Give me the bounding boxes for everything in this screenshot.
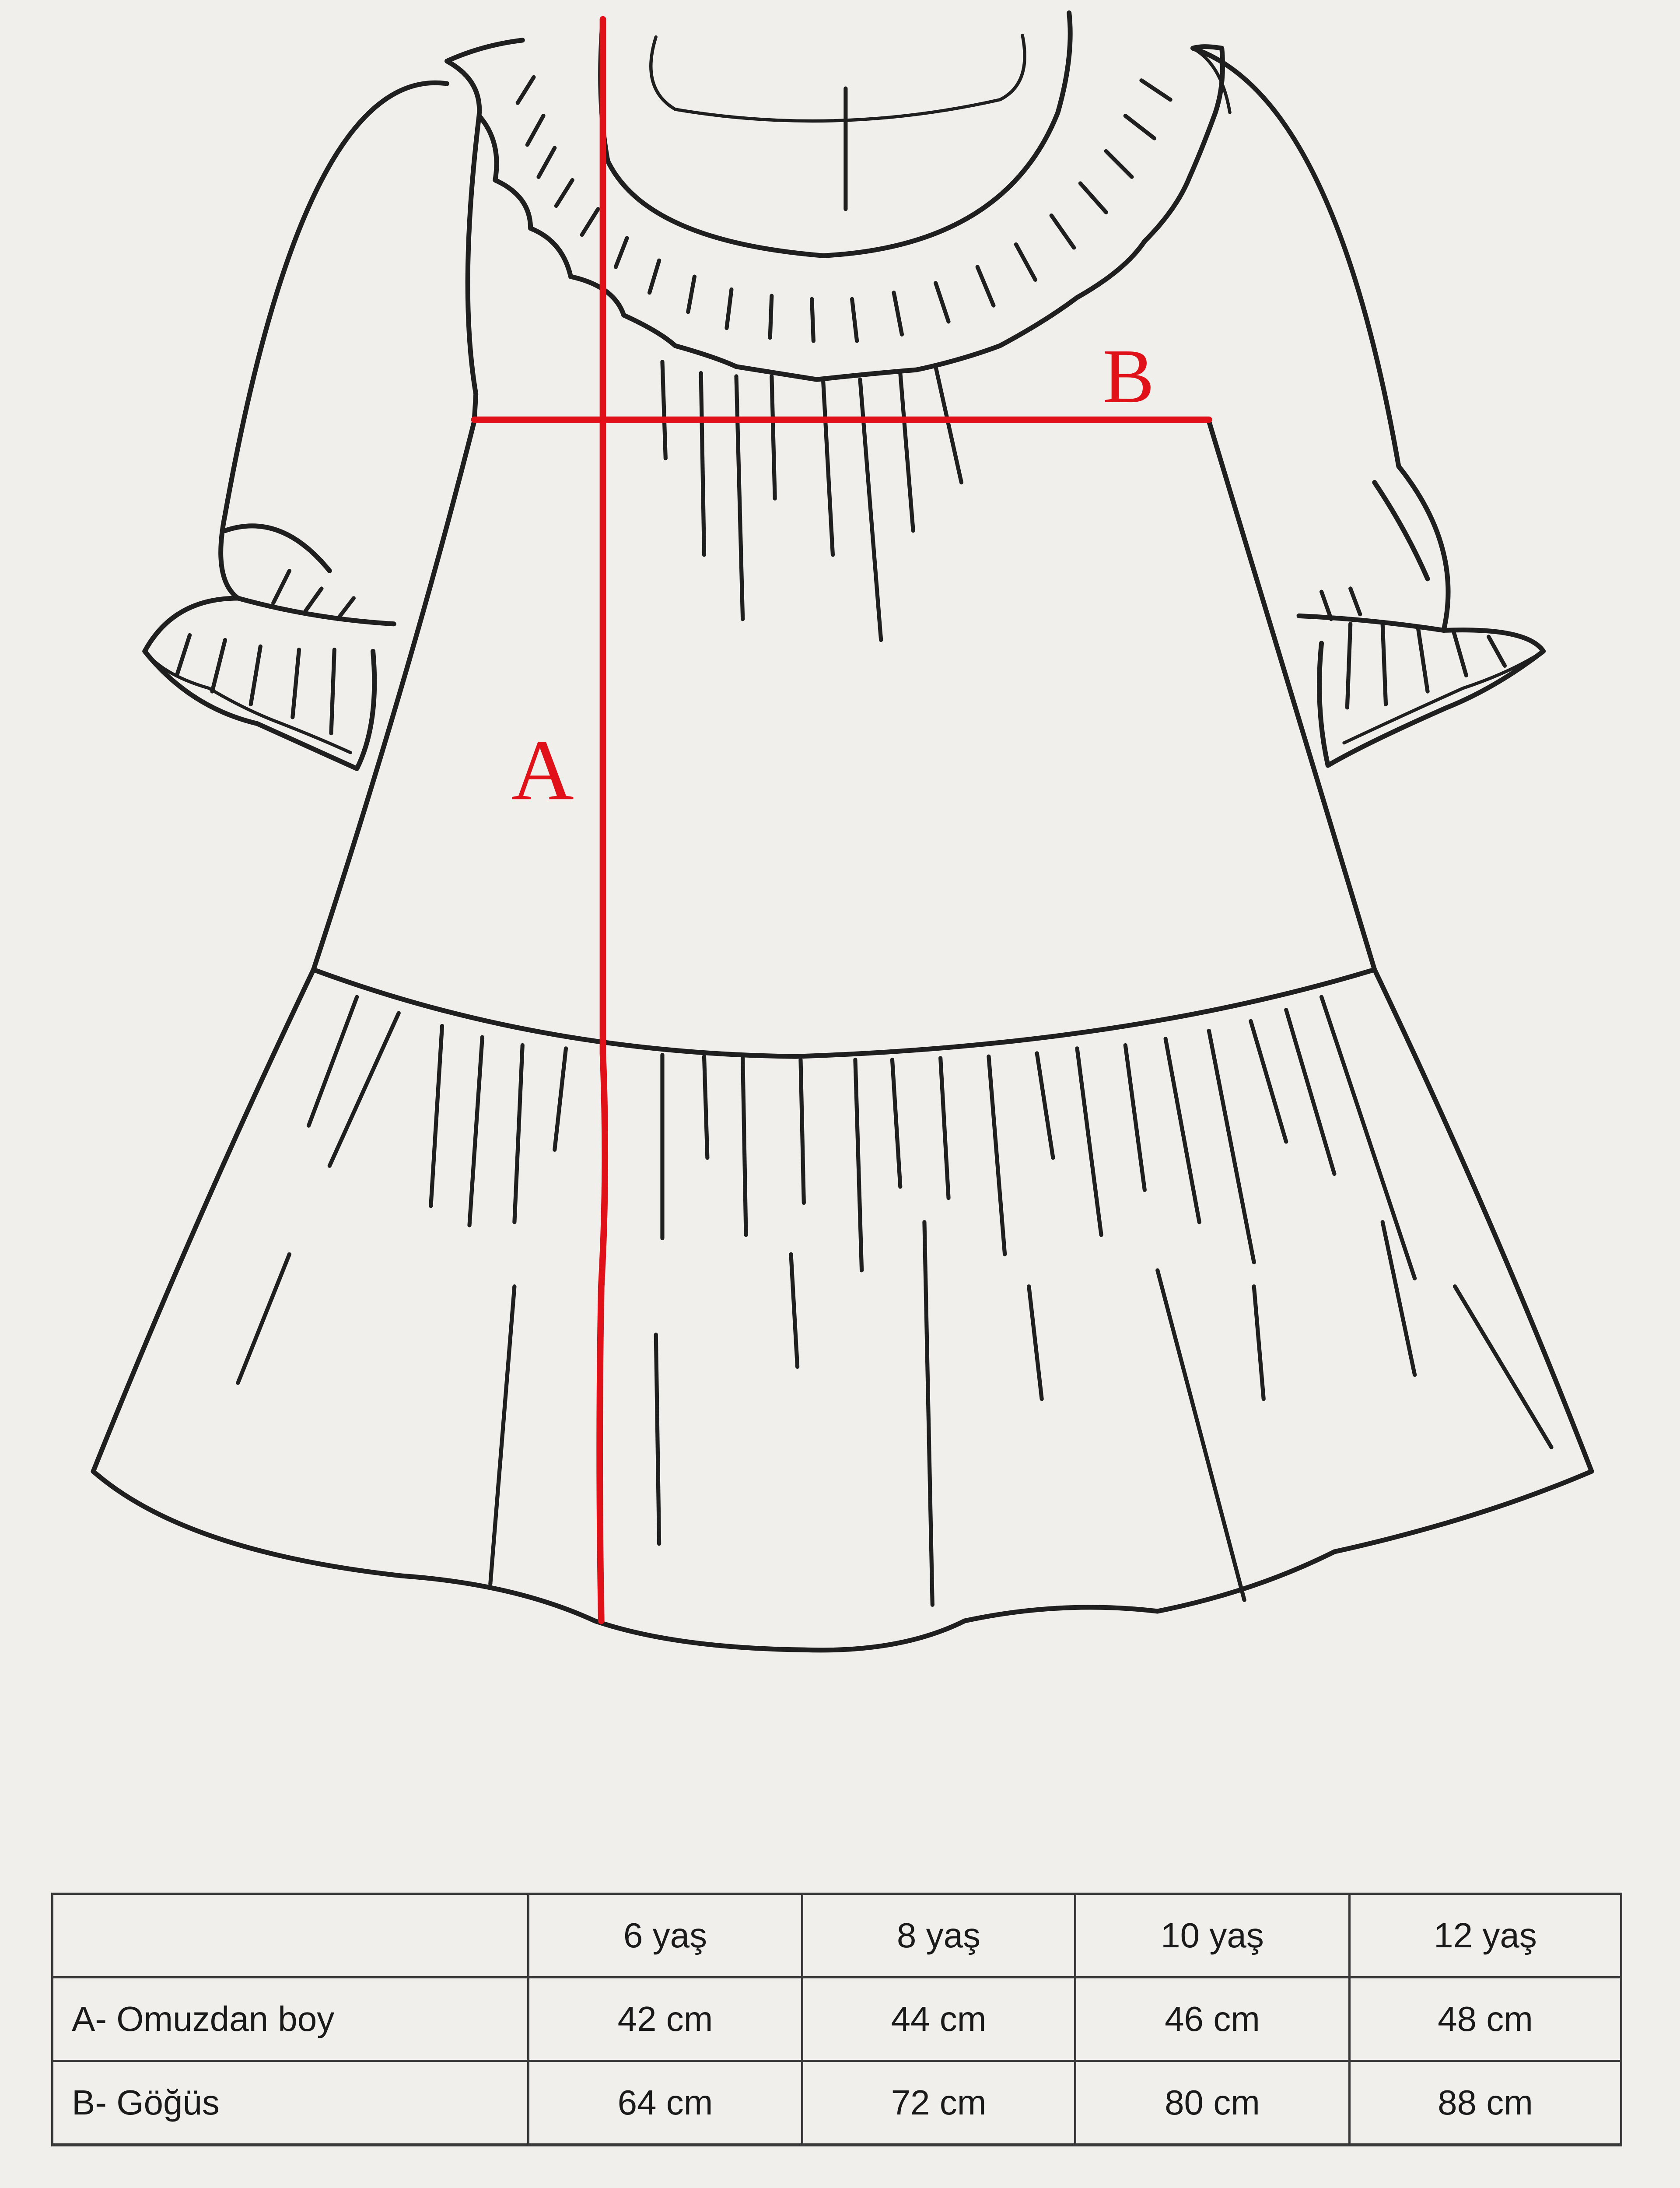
table-cell: 48 cm: [1350, 1978, 1621, 2061]
table-cell: 42 cm: [528, 1978, 802, 2061]
table-cell: 64 cm: [528, 2061, 802, 2145]
table-cell: 46 cm: [1075, 1978, 1350, 2061]
dress-outline: [93, 13, 1592, 1650]
measure-label-b: B: [1102, 333, 1155, 419]
size-header-12: 12 yaş: [1350, 1894, 1621, 1978]
size-table: [51, 1893, 1622, 2146]
table-header-row: [52, 1894, 1621, 1978]
size-header-6: 6 yaş: [528, 1894, 802, 1978]
table-row-chest: [52, 2061, 1621, 2145]
table-corner-cell: [52, 1894, 528, 1978]
measure-label-a: A: [511, 722, 574, 818]
table-cell: 44 cm: [802, 1978, 1075, 2061]
size-header-8: 8 yaş: [802, 1894, 1075, 1978]
row-label-length: A- Omuzdan boy: [52, 1978, 528, 2061]
size-chart: [51, 1893, 1620, 2146]
table-cell: 72 cm: [802, 2061, 1075, 2145]
table-cell: 80 cm: [1075, 2061, 1350, 2145]
table-cell: 88 cm: [1350, 2061, 1621, 2145]
table-row-length: [52, 1978, 1621, 2061]
measurement-lines: [474, 19, 1209, 1621]
size-header-10: 10 yaş: [1075, 1894, 1350, 1978]
measure-line-a: [600, 19, 605, 1621]
row-label-chest: B- Göğüs: [52, 2061, 528, 2145]
